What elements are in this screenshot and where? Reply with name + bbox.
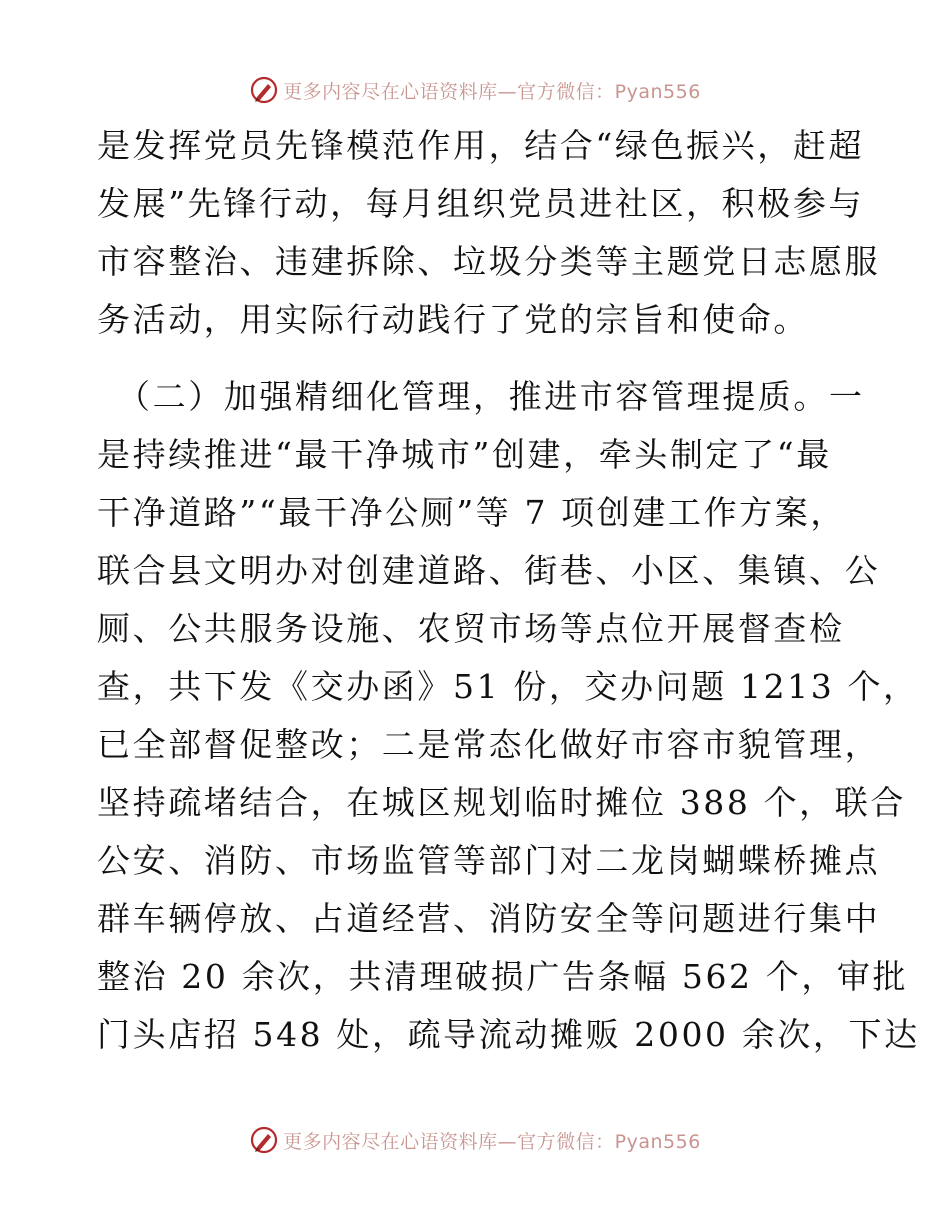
text-line: 查，共下发《交办函》51 份，交办问题 1213 个， xyxy=(97,667,919,706)
pen-logo-icon xyxy=(249,75,279,105)
text-line: 坚持疏堵结合，在城区规划临时摊位 388 个，联合 xyxy=(97,783,906,822)
text-line: 发展”先锋行动，每月组织党员进社区，积极参与 xyxy=(97,184,865,223)
text-line: 门头店招 548 处，疏导流动摊贩 2000 余次，下达 xyxy=(97,1015,920,1054)
text-line: 联合县文明办对创建道路、街巷、小区、集镇、公 xyxy=(97,551,881,590)
text-line: 干净道路”“最干净公厕”等 7 项创建工作方案， xyxy=(97,493,846,532)
text-line: 群车辆停放、占道经营、消防安全等问题进行集中 xyxy=(97,899,881,938)
text-line: 已全部督促整改；二是常态化做好市容市貌管理， xyxy=(97,725,881,764)
header-banner-text: 更多内容尽在心语资料库—官方微信：Pyan556 xyxy=(283,80,701,103)
text-line: 务活动，用实际行动践行了党的宗旨和使命。 xyxy=(97,300,809,339)
text-line: 是持续推进“最干净城市”创建，牵头制定了“最 xyxy=(97,435,832,474)
text-line: 是发挥党员先锋模范作用，结合“绿色振兴，赶超 xyxy=(97,126,865,165)
footer-banner-text: 更多内容尽在心语资料库—官方微信：Pyan556 xyxy=(283,1130,701,1153)
text-line: 整治 20 余次，共清理破损广告条幅 562 个，审批 xyxy=(97,957,909,996)
footer-banner xyxy=(0,1122,950,1158)
text-line: 市容整治、违建拆除、垃圾分类等主题党日志愿服 xyxy=(97,242,881,281)
pen-logo-icon xyxy=(249,1125,279,1155)
text-line: 厕、公共服务设施、农贸市场等点位开展督查检 xyxy=(97,609,845,648)
header-banner xyxy=(0,72,950,108)
section-heading-line: （二）加强精细化管理，推进市容管理提质。一 xyxy=(117,377,865,416)
text-line: 公安、消防、市场监管等部门对二龙岗蝴蝶桥摊点 xyxy=(97,841,881,880)
